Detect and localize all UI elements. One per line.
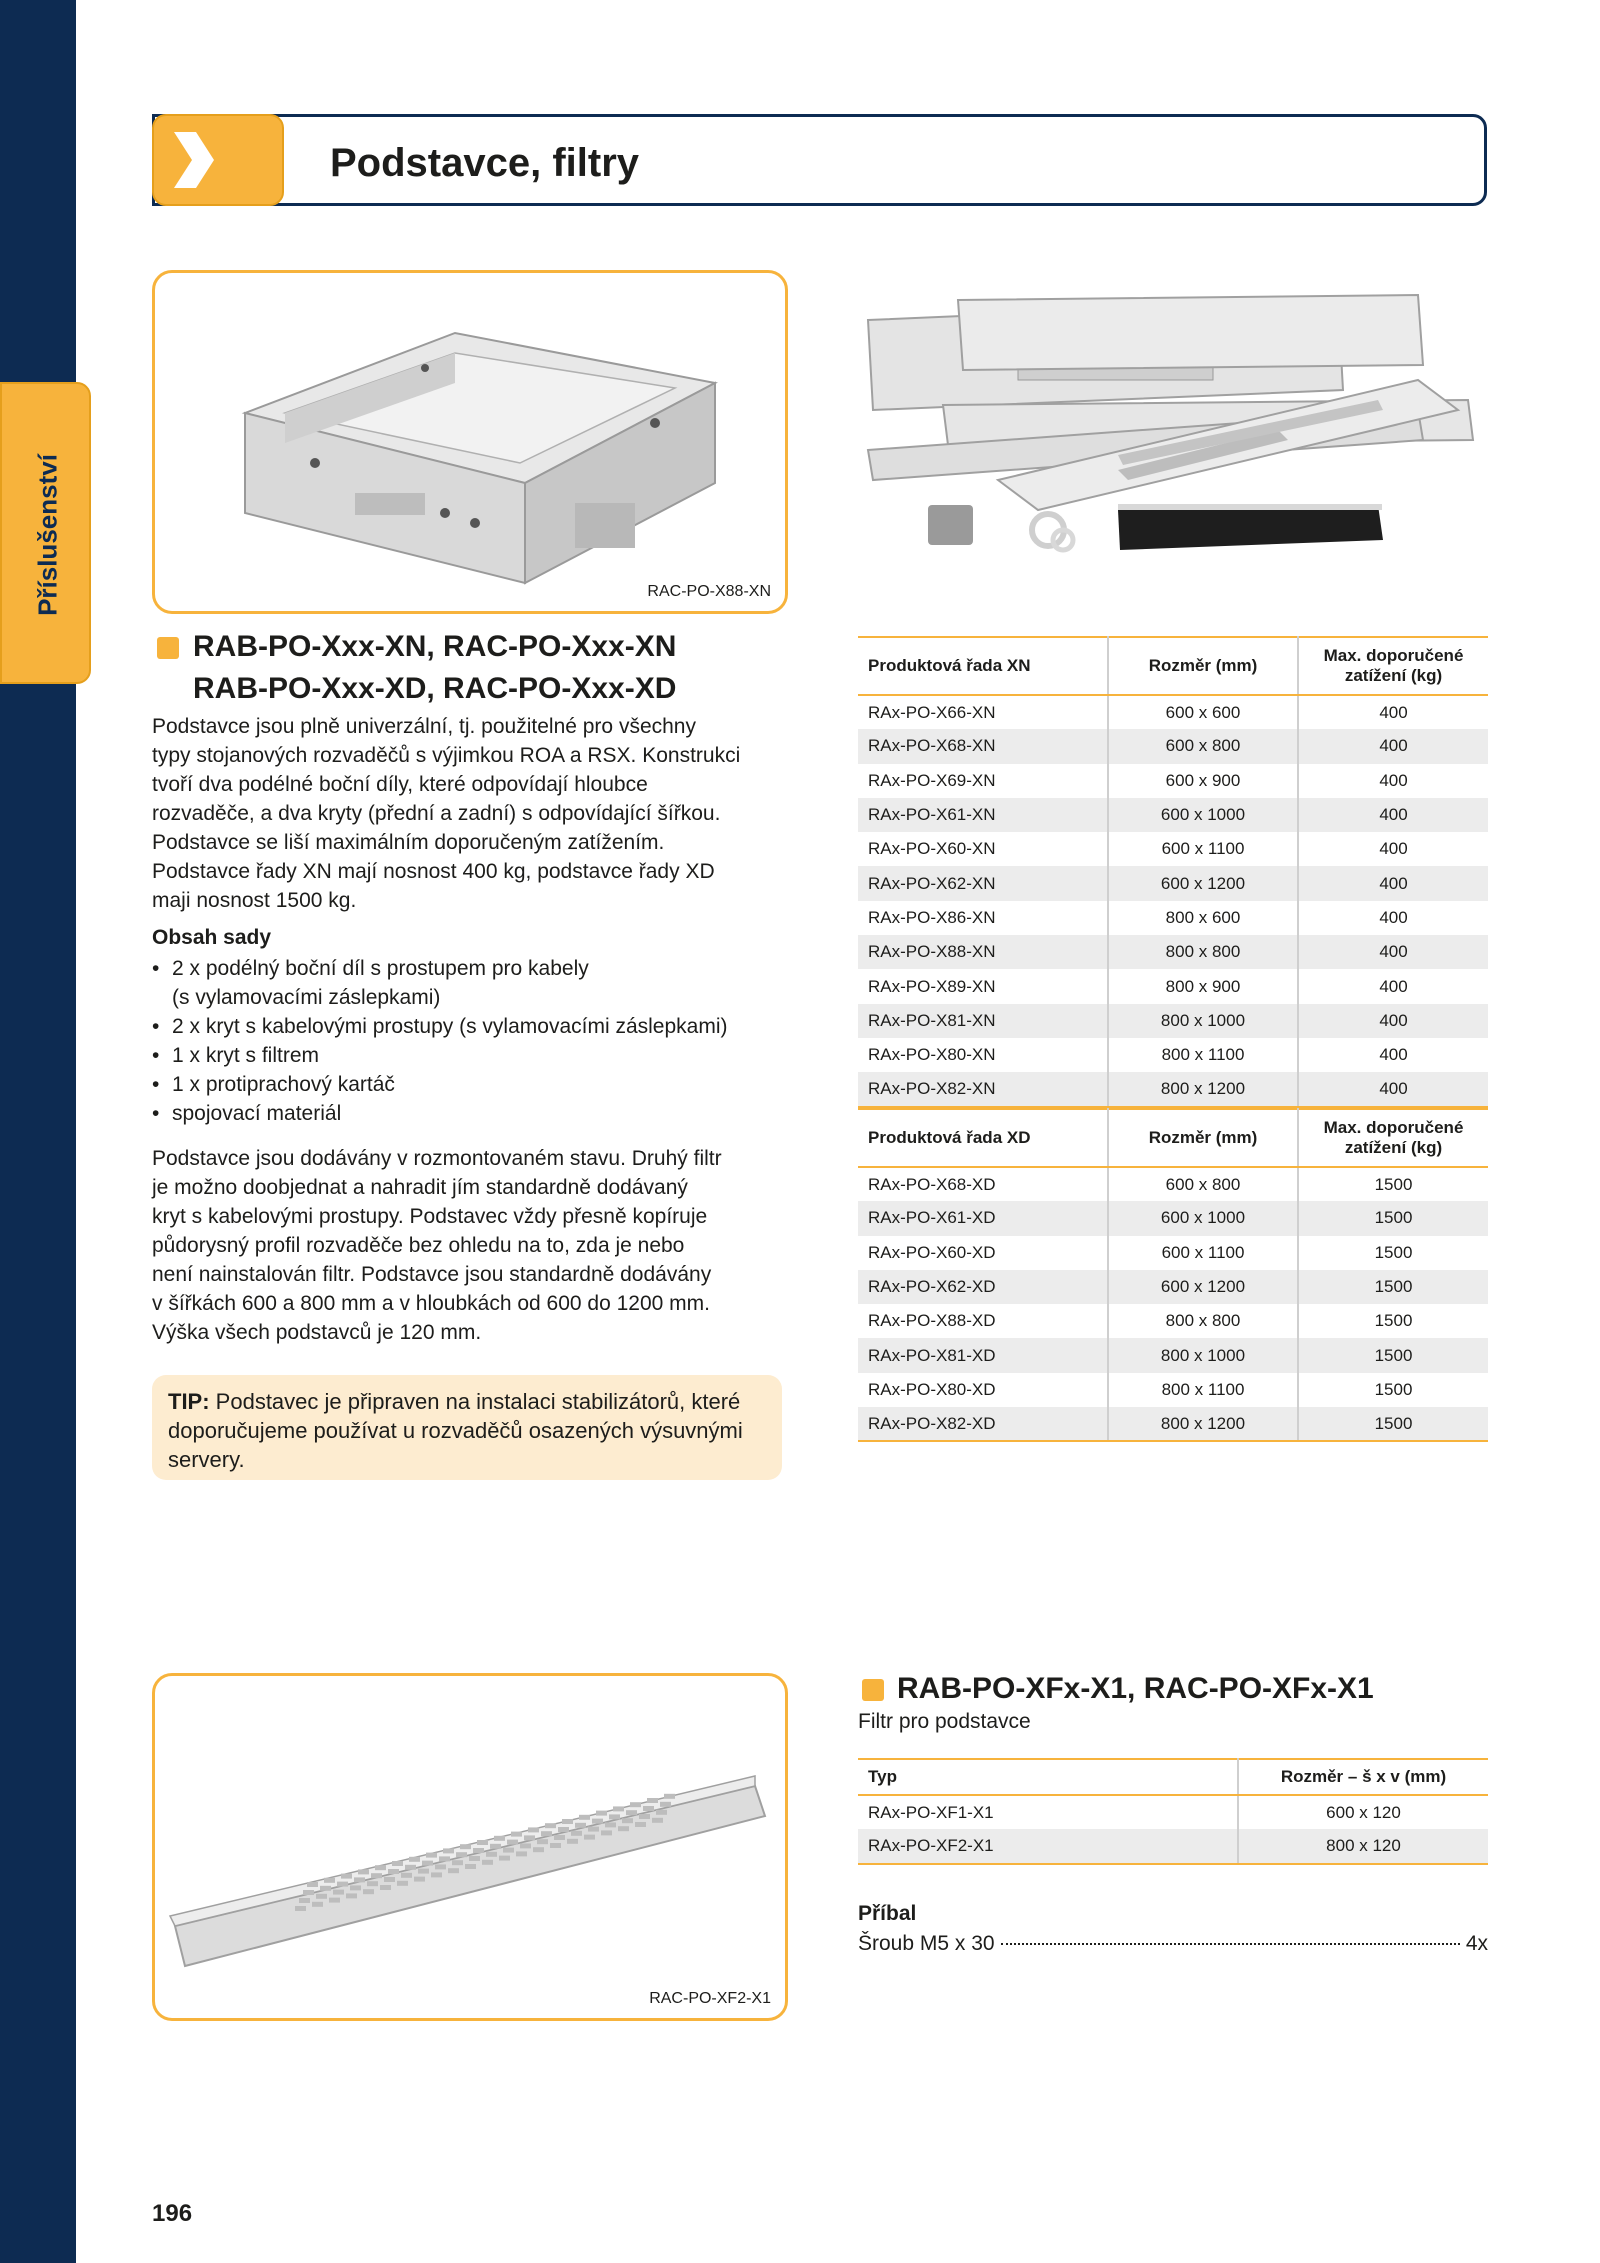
table-xn-header-size: Rozměr (mm) <box>1108 637 1298 695</box>
page-title: Podstavce, filtry <box>330 141 640 185</box>
table-filter-header-type: Typ <box>858 1759 1238 1795</box>
product1-title-line1: RAB-PO-Xxx-XN, RAC-PO-Xxx-XN <box>193 630 677 663</box>
table-filter <box>858 1758 1488 1865</box>
table-cell: 600 x 120 <box>1326 1802 1401 1822</box>
table-row <box>858 866 1488 900</box>
table-xd <box>858 1108 1488 1442</box>
list-item: • 1 x kryt s filtrem <box>152 1041 728 1070</box>
table-cell: RAx-PO-X81-XD <box>858 1338 1108 1372</box>
product1-note: Podstavce jsou dodávány v rozmontovaném stavu. Druhý filtr je možno doobjednat a nahradit jím standardně dodávaný kryt s kabelovými prostupy. Podstavec vždy přesně kopíruje půdorysný profil rozvaděče bez ohledu na to, zda je nebo není nainstalován filtr. Podstavce jsou standardně dodávány v šířkách 600 a 800 mm a v hloubkách od 600 do 1200 mm. Výška všech podstavců je 120 mm. <box>152 1147 722 1344</box>
table-cell: 600 x 1200 <box>1108 1270 1298 1304</box>
table-cell: RAx-PO-X80-XN <box>858 1038 1108 1072</box>
table-cell: RAx-PO-X89-XN <box>858 969 1108 1003</box>
table-cell: 400 <box>1298 729 1488 763</box>
table-row <box>858 901 1488 935</box>
table-cell: 600 x 800 <box>1108 729 1298 763</box>
table-xd-header-series: Produktová řada XD <box>858 1109 1108 1167</box>
section-tab <box>0 382 91 684</box>
table-row <box>858 798 1488 832</box>
table-cell: 800 x 1000 <box>1108 1004 1298 1038</box>
table-cell: 800 x 1000 <box>1108 1338 1298 1372</box>
product1-title-line2: RAB-PO-Xxx-XD, RAC-PO-Xxx-XD <box>193 672 677 705</box>
table-cell: 400 <box>1298 866 1488 900</box>
tip-label: TIP: <box>168 1389 210 1414</box>
table-cell: 600 x 1100 <box>1108 832 1298 866</box>
table-row <box>858 1072 1488 1106</box>
table-row <box>858 764 1488 798</box>
photo-kit <box>858 280 1488 580</box>
table-cell: 600 x 1100 <box>1108 1236 1298 1270</box>
table-cell: 600 x 900 <box>1108 764 1298 798</box>
table-cell: 800 x 120 <box>1238 1829 1488 1863</box>
table-cell: 1500 <box>1374 1174 1413 1194</box>
table-cell: 800 x 800 <box>1108 1304 1298 1338</box>
table-cell: 800 x 900 <box>1108 969 1298 1003</box>
list-item-continued: (s vylamovacími záslepkami) <box>172 986 441 1009</box>
table-cell: 1500 <box>1298 1407 1488 1441</box>
filter-illustration <box>155 1676 788 2021</box>
table-cell: 600 x 1000 <box>1108 798 1298 832</box>
table-row <box>858 1270 1488 1304</box>
table-cell: RAx-PO-X82-XD <box>858 1407 1108 1441</box>
photo-base-caption: RAC-PO-X88-XN <box>647 583 771 600</box>
table-xn-header-load: Max. doporučené zatížení (kg) <box>1298 637 1488 695</box>
table-row <box>858 695 1488 729</box>
table-cell: RAx-PO-X62-XD <box>858 1270 1108 1304</box>
table-row <box>858 1795 1488 1829</box>
table-row <box>858 1407 1488 1441</box>
photo-filter-caption: RAC-PO-XF2-X1 <box>649 1990 771 2007</box>
table-cell: 600 x 800 <box>1108 1167 1298 1201</box>
pribal-row <box>858 1932 1488 1956</box>
table-cell: RAx-PO-X82-XN <box>858 1072 1108 1106</box>
table-cell: 600 x 600 <box>1108 695 1298 729</box>
chevron-right-icon <box>152 114 284 206</box>
table-cell: 400 <box>1379 702 1408 722</box>
table-row <box>858 1304 1488 1338</box>
sidebar-stripe <box>0 0 76 2263</box>
table-cell: RAx-PO-XF1-X1 <box>858 1795 1238 1829</box>
table-row <box>858 729 1488 763</box>
leader-dots <box>1001 1943 1460 1945</box>
page-header <box>152 114 1487 206</box>
table-row <box>858 935 1488 969</box>
table-row <box>858 1038 1488 1072</box>
table-cell: 1500 <box>1374 1311 1413 1331</box>
table-xn <box>858 636 1488 1108</box>
table-cell: 400 <box>1379 839 1408 859</box>
photo-base <box>152 270 788 614</box>
table-cell: 800 x 600 <box>1108 901 1298 935</box>
kit-list <box>152 954 728 1128</box>
table-cell: RAx-PO-X69-XN <box>858 764 1108 798</box>
pribal-item: Šroub M5 x 30 <box>858 1932 995 1955</box>
heading-bullet-2 <box>862 1679 884 1701</box>
table-cell: 1500 <box>1298 1201 1488 1235</box>
table-row <box>858 1338 1488 1372</box>
table-cell: RAx-PO-X80-XD <box>858 1373 1108 1407</box>
base-illustration <box>155 273 788 614</box>
list-item: • spojovací materiál <box>152 1099 728 1128</box>
table-cell: RAx-PO-X88-XN <box>858 935 1108 969</box>
table-cell: RAx-PO-X62-XN <box>858 866 1108 900</box>
section-tab-label: Příslušenství <box>32 454 63 616</box>
table-cell: RAx-PO-X61-XN <box>858 798 1108 832</box>
table-cell: 400 <box>1298 935 1488 969</box>
tip-box <box>152 1375 782 1480</box>
table-cell: 400 <box>1379 976 1408 996</box>
table-cell: 800 x 1100 <box>1108 1038 1298 1072</box>
table-filter-header-size: Rozměr – š x v (mm) <box>1238 1759 1488 1795</box>
table-cell: 800 x 800 <box>1108 935 1298 969</box>
pribal-heading: Příbal <box>858 1902 917 1925</box>
table-cell: 800 x 1100 <box>1108 1373 1298 1407</box>
product2-subtitle: Filtr pro podstavce <box>858 1710 1031 1733</box>
table-cell: 400 <box>1379 770 1408 790</box>
table-cell: 400 <box>1298 798 1488 832</box>
list-item: • 2 x podélný boční díl s prostupem pro kabely <box>152 954 728 983</box>
table-cell: RAx-PO-X88-XD <box>858 1304 1108 1338</box>
table-cell: RAx-PO-X61-XD <box>858 1201 1108 1235</box>
product2-title: RAB-PO-XFx-X1, RAC-PO-XFx-X1 <box>897 1672 1374 1705</box>
table-cell: 600 x 1000 <box>1108 1201 1298 1235</box>
table-cell: 400 <box>1379 1045 1408 1065</box>
table-cell: RAx-PO-X60-XN <box>858 832 1108 866</box>
pribal-qty: 4x <box>1465 1932 1488 1955</box>
table-row <box>858 1201 1488 1235</box>
table-cell: 600 x 1200 <box>1108 866 1298 900</box>
tip-text: Podstavec je připraven na instalaci stabilizátorů, které doporučujeme používat u rozvaděčů osazených výsuvnými servery. <box>168 1389 743 1472</box>
table-cell: RAx-PO-X68-XN <box>858 729 1108 763</box>
table-cell: 1500 <box>1298 1270 1488 1304</box>
table-cell: 400 <box>1298 1004 1488 1038</box>
table-cell: RAx-PO-X81-XN <box>858 1004 1108 1038</box>
table-xd-header-load: Max. doporučené zatížení (kg) <box>1298 1109 1488 1167</box>
table-row <box>858 1829 1488 1863</box>
kit-heading: Obsah sady <box>152 926 272 949</box>
table-cell: 1500 <box>1298 1338 1488 1372</box>
table-cell: RAx-PO-X68-XD <box>858 1167 1108 1201</box>
list-item: • 1 x protiprachový kartáč <box>152 1070 728 1099</box>
table-row <box>858 1004 1488 1038</box>
table-row <box>858 1373 1488 1407</box>
table-cell: RAx-PO-XF2-X1 <box>858 1829 1238 1863</box>
table-row <box>858 1236 1488 1270</box>
header-arrow-box <box>152 114 284 206</box>
table-xn-header-series: Produktová řada XN <box>858 637 1108 695</box>
kit-illustration <box>858 280 1488 580</box>
table-cell: 800 x 1200 <box>1108 1407 1298 1441</box>
table-cell: RAx-PO-X60-XD <box>858 1236 1108 1270</box>
heading-bullet-1 <box>157 637 179 659</box>
table-cell: 1500 <box>1374 1379 1413 1399</box>
table-cell: RAx-PO-X86-XN <box>858 901 1108 935</box>
page-number: 196 <box>152 2200 193 2227</box>
list-item: • 2 x kryt s kabelovými prostupy (s vylamovacími záslepkami) <box>152 1012 728 1041</box>
table-cell: 800 x 1200 <box>1108 1072 1298 1106</box>
table-cell: RAx-PO-X66-XN <box>858 695 1108 729</box>
photo-filter <box>152 1673 788 2021</box>
table-cell: 400 <box>1298 1072 1488 1106</box>
product1-intro: Podstavce jsou plně univerzální, tj. použitelné pro všechny typy stojanových rozvaděčů s výjimkou ROA a RSX. Konstrukci tvoří dva podélné boční díly, které odpovídají hloubce rozvaděče, a dva kryty (přední a zadní) s odpovídající šířkou. Podstavce se liší maximálním doporučeným zatížením. Podstavce řady XN mají nosnost 400 kg, podstavce řady XD maji nosnost 1500 kg. <box>152 715 741 912</box>
table-row <box>858 1167 1488 1201</box>
table-cell: 1500 <box>1374 1242 1413 1262</box>
table-cell: 400 <box>1379 907 1408 927</box>
table-row <box>858 969 1488 1003</box>
table-xd-header-size: Rozměr (mm) <box>1108 1109 1298 1167</box>
table-row <box>858 832 1488 866</box>
